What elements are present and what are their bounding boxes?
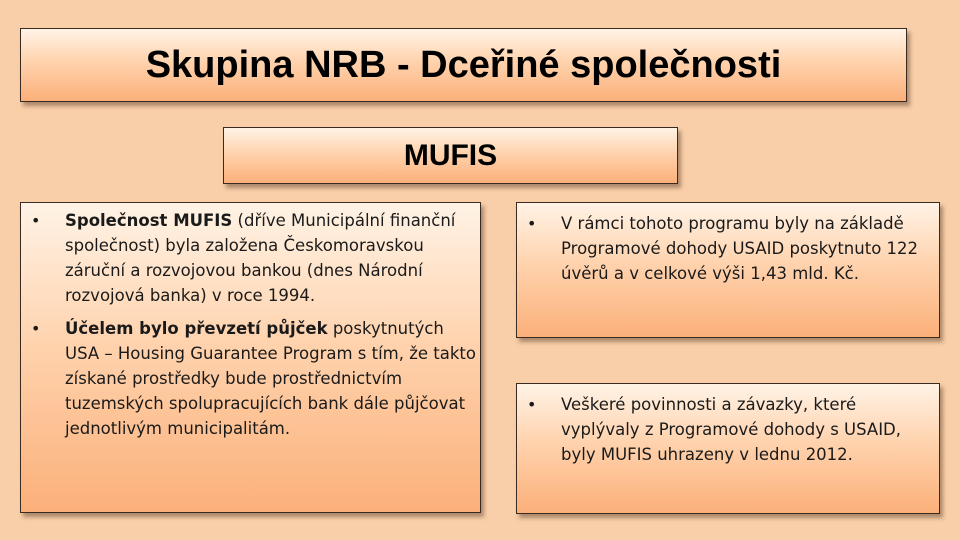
bullet-icon: • — [31, 319, 41, 338]
bullet-icon: • — [527, 395, 537, 414]
right-top-bullet-list — [517, 211, 939, 286]
subtitle-box — [223, 127, 678, 184]
right-bottom-bullet-list — [517, 392, 939, 467]
bullet-text: V rámci tohoto programu byly na základě Programové dohody USAID poskytnuto 122 úvěrů a v celkové výši 1,43 mld. Kč. — [561, 214, 919, 283]
bullet-icon: • — [31, 211, 41, 230]
bullet-icon: • — [527, 214, 537, 233]
bullet-text: poskytnutých USA – Housing Guarantee Program s tím, že takto získané prostředky bude prostřednictvím tuzemských spolupracujících bank dále půjčovat jednotlivým municipalitám. — [65, 319, 477, 438]
right-bottom-text-box — [516, 383, 940, 514]
slide-title: Skupina NRB - Dceřiné společnosti — [145, 43, 782, 86]
bullet-text: Veškeré povinnosti a závazky, které vyplývaly z Programové dohody s USAID, byly MUFIS uhrazeny v lednu 2012. — [561, 395, 902, 464]
list-item — [21, 316, 480, 441]
list-item — [517, 392, 939, 467]
title-box — [20, 28, 907, 102]
left-text-box — [20, 202, 481, 513]
slide-subtitle: MUFIS — [403, 138, 498, 172]
bullet-text: (dříve Municipální finanční společnost) byla založena Českomoravskou záruční a rozvojovou bankou (dnes Národní rozvojová banka) v roce 1994. — [65, 211, 456, 305]
bullet-bold-text: Účelem bylo převzetí půjček — [65, 319, 328, 338]
right-top-text-box — [516, 202, 940, 338]
list-item — [517, 211, 939, 286]
bullet-bold-text: Společnost MUFIS — [65, 211, 233, 230]
left-bullet-list — [21, 208, 480, 441]
list-item — [21, 208, 480, 308]
